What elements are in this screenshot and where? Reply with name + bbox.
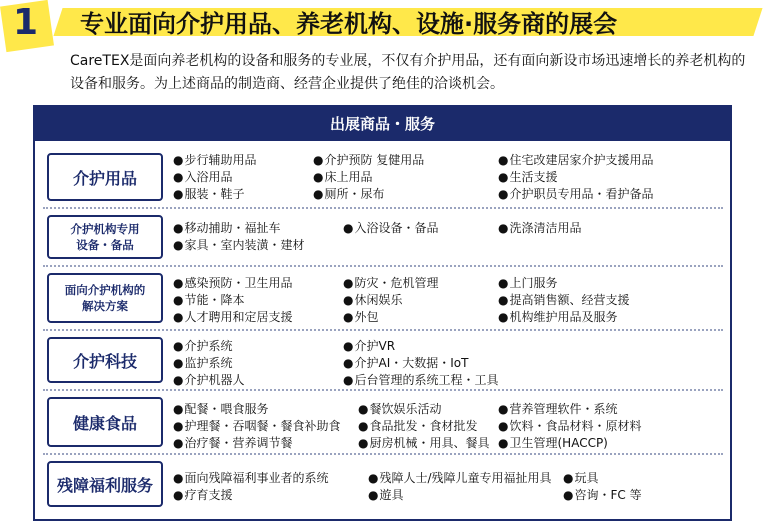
category-label: 介护用品 [47,153,163,201]
list-item: ● 营养管理软件・系统 [498,400,618,417]
intro-paragraph: CareTEX是面向养老机构的设备和服务的专业展，不仅有介护用品，还有面向新设市场迅速增长的养老机构的设备和服务。为上述商品的制造商、经营企业提供了绝佳的洽谈机会。 [70,53,746,92]
panel-title: 出展商品・服务 [35,107,730,141]
category-label: 健康食品 [47,397,163,447]
category-row-care-products [43,147,723,209]
list-item: ● 后台管理的系统工程・工具 [343,371,499,388]
list-item: ● 遊具 [368,486,404,503]
category-label [47,273,163,323]
category-row-facility-solutions [43,267,723,331]
list-item: ● 玩具 [563,469,599,486]
list-item: ● 护理餐・吞咽餐・餐食补助食 [173,417,341,434]
list-item: ● 步行辅助用品 [173,151,257,168]
list-item: ● 人才聘用和定居支援 [173,308,293,325]
list-item: ● 住宅改建居家介护支援用品 [498,151,654,168]
list-item: ● 家具・室内装潢・建材 [173,236,305,253]
list-item: ● 疗育支援 [173,486,233,503]
category-label: 介护科技 [47,337,163,383]
list-item: ● 介护系统 [173,337,233,354]
list-item: ● 服装・鞋子 [173,185,245,202]
category-label: 残障福利服务 [47,461,163,507]
page-title: 专业面向介护用品、养老机构、设施·服务商的展会 [80,10,618,38]
list-item: ● 入浴用品 [173,168,233,185]
list-item: ● 移动捕助・福扯车 [173,219,281,236]
list-item: ● 饮料・食品材料・原材料 [498,417,642,434]
category-label-line: 面向介护机构的 [64,283,146,297]
section-number: 1 [13,2,39,43]
category-row-disability-welfare [43,455,723,515]
list-item: ● 餐饮娱乐活动 [358,400,442,417]
list-item: ● 上门服务 [498,274,558,291]
list-item: ● 机构维护用品及服务 [498,308,618,325]
category-label-line: 介护机构专用 [70,222,140,236]
list-item: ● 厕所・尿布 [313,185,385,202]
list-item: ● 休闲娱乐 [343,291,403,308]
list-item: ● 介护VR [343,337,395,354]
list-item: ● 面向残障福利事业者的系统 [173,469,329,486]
list-item: ● 床上用品 [313,168,373,185]
list-item: ● 介护AI・大数据・IoT [343,354,468,371]
list-item: ● 洗涤清洁用品 [498,219,582,236]
list-item: ● 节能・降本 [173,291,245,308]
category-label [47,215,163,259]
list-item: ● 防灾・危机管理 [343,274,439,291]
list-item: ● 介护预防 复健用品 [313,151,424,168]
list-item: ● 残障人士/残障儿童专用福扯用具 [368,469,552,486]
list-item: ● 介护职员专用品・看护备品 [498,185,654,202]
exhibit-products-panel [33,105,732,521]
list-item: ● 卫生管理(HACCP) [498,434,608,451]
list-item: ● 入浴设备・备品 [343,219,439,236]
category-label-line: 解决方案 [82,299,128,313]
list-item: ● 食品批发・食材批发 [358,417,478,434]
list-item: ● 提高销售额、经营支援 [498,291,630,308]
list-item: ● 治疗餐・营养调节餐 [173,434,293,451]
list-item: ● 咨询・FC 等 [563,486,642,503]
list-item: ● 监护系统 [173,354,233,371]
list-item: ● 介护机器人 [173,371,245,388]
list-item: ● 厨房机械・用具、餐具 [358,434,490,451]
list-item: ● 生活支援 [498,168,558,185]
category-row-facility-equipment [43,209,723,267]
list-item: ● 感染预防・卫生用品 [173,274,293,291]
category-row-care-tech [43,331,723,391]
list-item: ● 配餐・喂食服务 [173,400,269,417]
list-item: ● 外包 [343,308,379,325]
category-label-line: 设备・备品 [76,238,134,252]
category-row-health-food [43,391,723,455]
